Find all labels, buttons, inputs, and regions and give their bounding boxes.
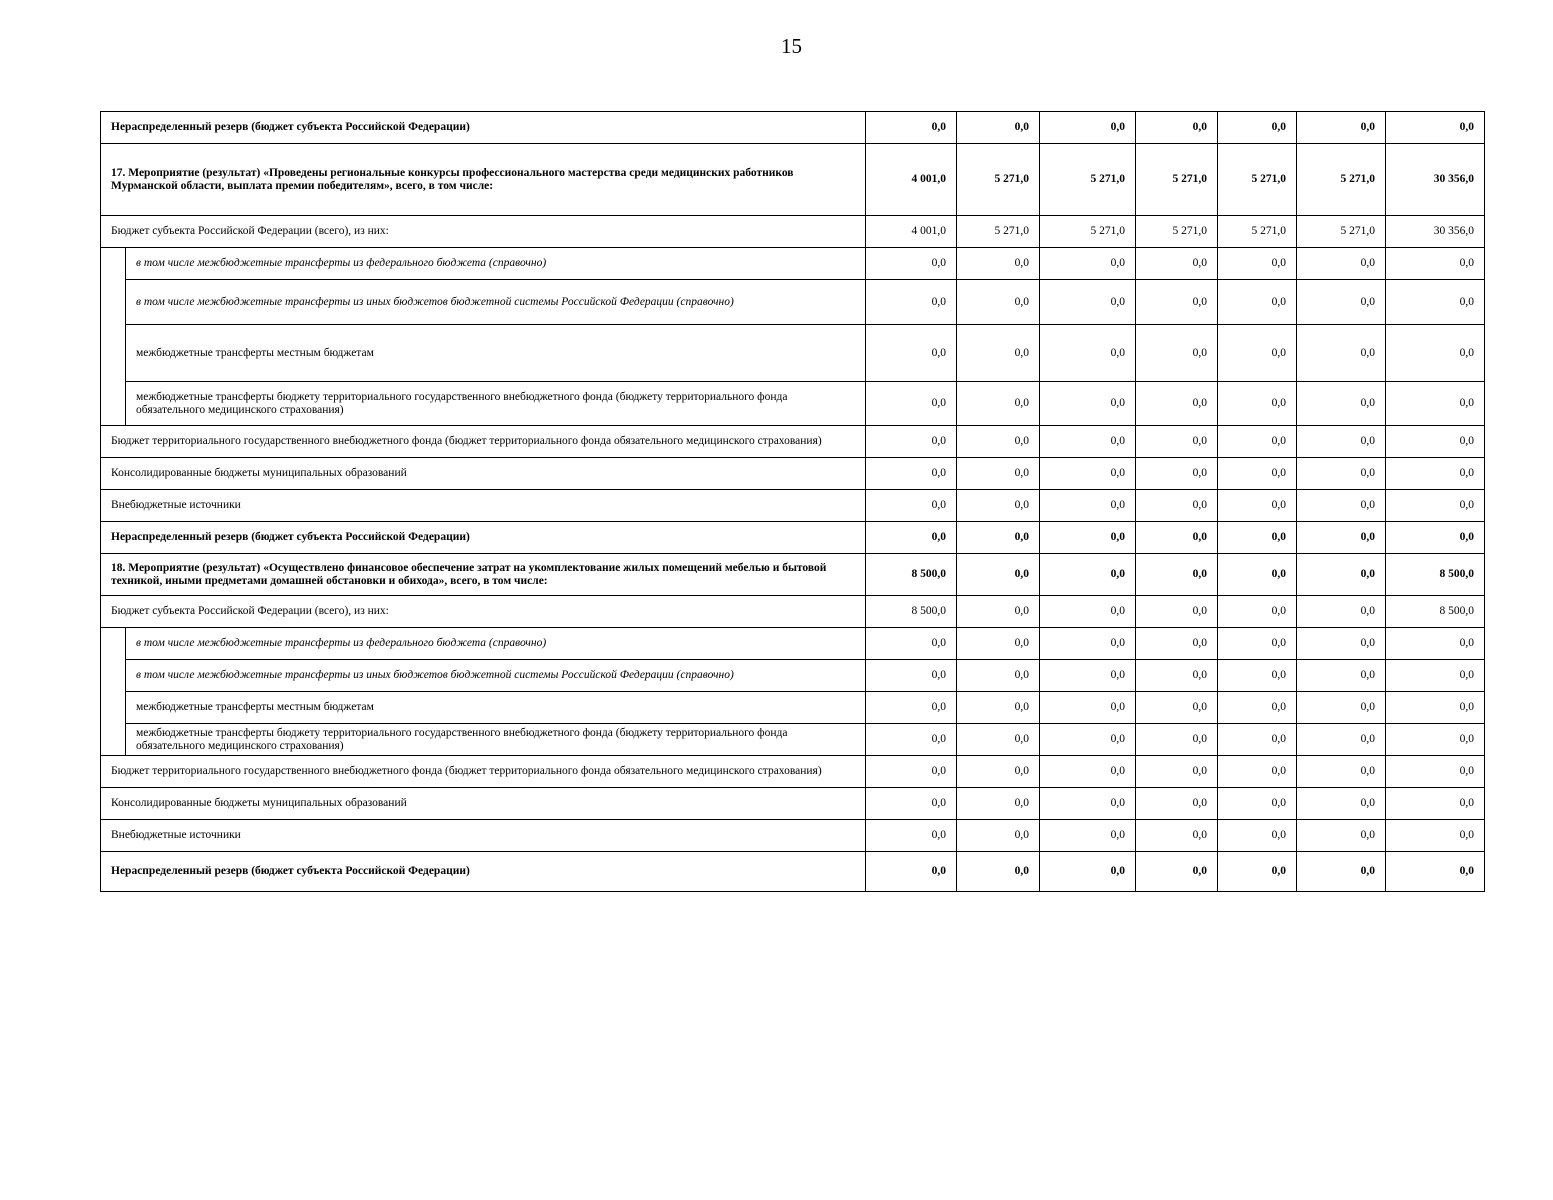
value-cell: 0,0 [866,724,957,756]
value-cell: 0,0 [1297,628,1386,660]
value-cell: 0,0 [1040,522,1136,554]
value-cell: 0,0 [866,660,957,692]
table-row [101,788,1485,820]
value-cell: 0,0 [1218,426,1297,458]
value-cell: 0,0 [1386,692,1485,724]
value-cell: 0,0 [866,112,957,144]
value-cell: 0,0 [957,554,1040,596]
value-cell: 4 001,0 [866,216,957,248]
value-cell: 0,0 [1040,692,1136,724]
value-cell: 0,0 [957,280,1040,325]
value-cell: 0,0 [957,628,1040,660]
value-cell: 0,0 [866,325,957,382]
value-cell: 0,0 [1136,522,1218,554]
value-cell: 5 271,0 [1136,144,1218,216]
value-cell: 0,0 [957,426,1040,458]
value-cell: 0,0 [1386,522,1485,554]
value-cell: 0,0 [1136,756,1218,788]
value-cell: 0,0 [1297,660,1386,692]
value-cell: 0,0 [1218,852,1297,892]
value-cell: 0,0 [1297,554,1386,596]
value-cell: 0,0 [957,458,1040,490]
value-cell: 0,0 [957,522,1040,554]
value-cell: 0,0 [957,852,1040,892]
value-cell: 0,0 [866,280,957,325]
row-label: межбюджетные трансферты местным бюджетам [126,692,866,724]
table-row [101,724,1485,756]
indent-cell [101,248,126,426]
table-row [101,628,1485,660]
value-cell: 0,0 [866,692,957,724]
value-cell: 0,0 [1136,426,1218,458]
value-cell: 0,0 [866,458,957,490]
value-cell: 8 500,0 [1386,596,1485,628]
value-cell: 8 500,0 [1386,554,1485,596]
value-cell: 0,0 [1218,820,1297,852]
value-cell: 0,0 [1218,248,1297,280]
value-cell: 0,0 [1218,692,1297,724]
value-cell: 0,0 [957,820,1040,852]
value-cell: 0,0 [1136,112,1218,144]
row-label: Бюджет субъекта Российской Федерации (всего), из них: [101,216,866,248]
value-cell: 0,0 [1040,596,1136,628]
value-cell: 0,0 [1136,660,1218,692]
value-cell: 5 271,0 [1218,216,1297,248]
value-cell: 0,0 [957,112,1040,144]
value-cell: 0,0 [957,724,1040,756]
table-row [101,692,1485,724]
value-cell: 0,0 [1040,458,1136,490]
table-row [101,216,1485,248]
value-cell: 0,0 [1297,382,1386,426]
value-cell: 0,0 [1040,628,1136,660]
value-cell: 0,0 [957,692,1040,724]
value-cell: 0,0 [1040,660,1136,692]
value-cell: 0,0 [1297,458,1386,490]
table-body [101,112,1485,892]
value-cell: 0,0 [1040,426,1136,458]
value-cell: 0,0 [1386,820,1485,852]
table-row [101,325,1485,382]
value-cell: 0,0 [1040,788,1136,820]
value-cell: 0,0 [1386,382,1485,426]
value-cell: 0,0 [1386,426,1485,458]
value-cell: 0,0 [1040,490,1136,522]
table-row [101,554,1485,596]
value-cell: 0,0 [957,325,1040,382]
row-label: в том числе межбюджетные трансферты из иных бюджетов бюджетной системы Российской Федерации (справочно) [126,280,866,325]
table-row [101,852,1485,892]
value-cell: 0,0 [1218,788,1297,820]
value-cell: 0,0 [1386,660,1485,692]
row-label: Бюджет субъекта Российской Федерации (всего), из них: [101,596,866,628]
value-cell: 0,0 [1040,382,1136,426]
value-cell: 0,0 [866,852,957,892]
value-cell: 0,0 [1386,628,1485,660]
value-cell: 5 271,0 [1136,216,1218,248]
value-cell: 0,0 [1136,458,1218,490]
value-cell: 0,0 [1136,788,1218,820]
value-cell: 0,0 [1297,280,1386,325]
value-cell: 0,0 [866,490,957,522]
value-cell: 0,0 [1136,490,1218,522]
value-cell: 0,0 [1136,280,1218,325]
value-cell: 0,0 [866,522,957,554]
value-cell: 0,0 [1297,490,1386,522]
value-cell: 0,0 [1218,325,1297,382]
row-label: Нераспределенный резерв (бюджет субъекта Российской Федерации) [101,112,866,144]
value-cell: 0,0 [1136,724,1218,756]
value-cell: 0,0 [1297,820,1386,852]
budget-table [100,111,1485,892]
table-row [101,596,1485,628]
value-cell: 0,0 [1218,522,1297,554]
value-cell: 0,0 [1297,522,1386,554]
row-label: в том числе межбюджетные трансферты из федерального бюджета (справочно) [126,628,866,660]
row-label: Бюджет территориального государственного внебюджетного фонда (бюджет территориального фонда обязательного медицинского страхования) [101,426,866,458]
table-row [101,280,1485,325]
row-label: Консолидированные бюджеты муниципальных образований [101,788,866,820]
value-cell: 0,0 [1386,852,1485,892]
value-cell: 0,0 [1386,756,1485,788]
value-cell: 0,0 [1218,554,1297,596]
value-cell: 0,0 [1040,756,1136,788]
value-cell: 0,0 [1297,112,1386,144]
table-row [101,458,1485,490]
value-cell: 0,0 [1386,112,1485,144]
row-label: межбюджетные трансферты бюджету территориального государственного внебюджетного фонда (бюджету территориального фонда обязательного медицинского страхования) [126,382,866,426]
value-cell: 0,0 [1297,426,1386,458]
row-label: Консолидированные бюджеты муниципальных образований [101,458,866,490]
row-label: Внебюджетные источники [101,490,866,522]
row-label: межбюджетные трансферты бюджету территориального государственного внебюджетного фонда (бюджету территориального фонда обязательного медицинского страхования) [126,724,866,756]
indent-cell [101,628,126,756]
value-cell: 0,0 [1040,820,1136,852]
table-row [101,820,1485,852]
value-cell: 5 271,0 [957,144,1040,216]
row-label: Нераспределенный резерв (бюджет субъекта Российской Федерации) [101,522,866,554]
value-cell: 0,0 [957,660,1040,692]
value-cell: 5 271,0 [1297,144,1386,216]
table-row [101,756,1485,788]
row-label: Нераспределенный резерв (бюджет субъекта Российской Федерации) [101,852,866,892]
value-cell: 0,0 [1297,248,1386,280]
row-label: Бюджет территориального государственного внебюджетного фонда (бюджет территориального фонда обязательного медицинского страхования) [101,756,866,788]
value-cell: 0,0 [1218,756,1297,788]
row-label: 18. Мероприятие (результат) «Осуществлено финансовое обеспечение затрат на укомплектование жилых помещений мебелью и бытовой техникой, иными предметами домашней обстановки и обихода», всего, в том числе: [101,554,866,596]
value-cell: 5 271,0 [1040,216,1136,248]
value-cell: 0,0 [1386,325,1485,382]
value-cell: 0,0 [1136,596,1218,628]
value-cell: 30 356,0 [1386,144,1485,216]
table-row [101,490,1485,522]
value-cell: 5 271,0 [1297,216,1386,248]
value-cell: 5 271,0 [1040,144,1136,216]
value-cell: 0,0 [1218,660,1297,692]
value-cell: 0,0 [1136,382,1218,426]
value-cell: 0,0 [1297,325,1386,382]
value-cell: 0,0 [1386,490,1485,522]
value-cell: 0,0 [1297,724,1386,756]
value-cell: 0,0 [1218,382,1297,426]
value-cell: 0,0 [866,382,957,426]
value-cell: 0,0 [866,820,957,852]
value-cell: 0,0 [957,490,1040,522]
value-cell: 0,0 [1040,248,1136,280]
value-cell: 0,0 [1040,724,1136,756]
value-cell: 0,0 [1386,788,1485,820]
value-cell: 0,0 [1040,554,1136,596]
value-cell: 0,0 [1218,458,1297,490]
value-cell: 0,0 [1297,852,1386,892]
table-row [101,426,1485,458]
row-label: межбюджетные трансферты местным бюджетам [126,325,866,382]
table-row [101,144,1485,216]
value-cell: 0,0 [1136,325,1218,382]
table-row [101,660,1485,692]
value-cell: 8 500,0 [866,554,957,596]
table-row [101,522,1485,554]
value-cell: 0,0 [866,426,957,458]
value-cell: 0,0 [1218,112,1297,144]
value-cell: 0,0 [957,248,1040,280]
value-cell: 4 001,0 [866,144,957,216]
value-cell: 0,0 [1040,325,1136,382]
value-cell: 0,0 [1386,248,1485,280]
value-cell: 0,0 [1218,280,1297,325]
value-cell: 0,0 [1136,628,1218,660]
value-cell: 0,0 [1136,852,1218,892]
value-cell: 0,0 [1297,692,1386,724]
value-cell: 0,0 [1040,112,1136,144]
value-cell: 0,0 [1297,788,1386,820]
value-cell: 0,0 [957,756,1040,788]
value-cell: 5 271,0 [1218,144,1297,216]
value-cell: 8 500,0 [866,596,957,628]
value-cell: 0,0 [1136,248,1218,280]
value-cell: 0,0 [957,788,1040,820]
row-label: Внебюджетные источники [101,820,866,852]
value-cell: 0,0 [1136,820,1218,852]
value-cell: 0,0 [1218,490,1297,522]
value-cell: 0,0 [1218,596,1297,628]
row-label: в том числе межбюджетные трансферты из иных бюджетов бюджетной системы Российской Федерации (справочно) [126,660,866,692]
value-cell: 0,0 [957,382,1040,426]
value-cell: 0,0 [866,788,957,820]
table-row [101,248,1485,280]
table-row [101,382,1485,426]
value-cell: 0,0 [957,596,1040,628]
value-cell: 30 356,0 [1386,216,1485,248]
row-label: в том числе межбюджетные трансферты из федерального бюджета (справочно) [126,248,866,280]
table-row [101,112,1485,144]
value-cell: 0,0 [1386,458,1485,490]
row-label: 17. Мероприятие (результат) «Проведены региональные конкурсы профессионального мастерства среди медицинских работников Мурманской области, выплата премии победителям», всего, в том числе: [101,144,866,216]
page-number: 15 [781,34,802,58]
value-cell: 0,0 [1386,280,1485,325]
value-cell: 5 271,0 [957,216,1040,248]
value-cell: 0,0 [866,756,957,788]
value-cell: 0,0 [1297,756,1386,788]
value-cell: 0,0 [1040,280,1136,325]
value-cell: 0,0 [1218,628,1297,660]
value-cell: 0,0 [1386,724,1485,756]
value-cell: 0,0 [866,248,957,280]
value-cell: 0,0 [1218,724,1297,756]
value-cell: 0,0 [1136,554,1218,596]
value-cell: 0,0 [1297,596,1386,628]
value-cell: 0,0 [1040,852,1136,892]
value-cell: 0,0 [1136,692,1218,724]
value-cell: 0,0 [866,628,957,660]
